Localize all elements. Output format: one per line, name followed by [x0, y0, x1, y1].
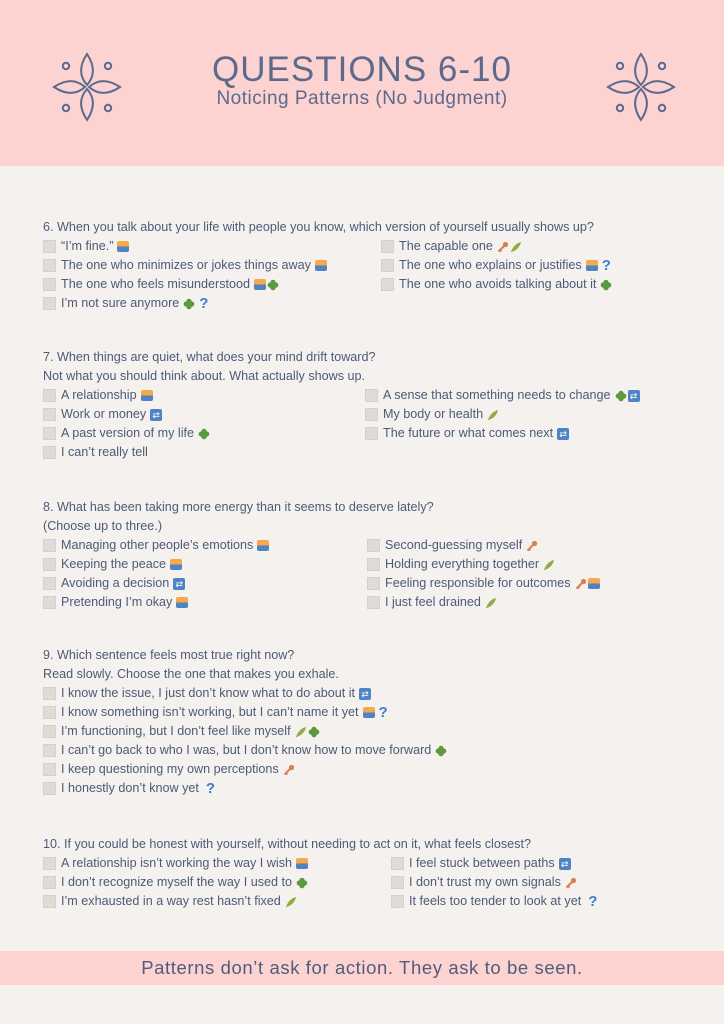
option[interactable] [43, 779, 215, 798]
option-icons [584, 892, 597, 911]
question-7 [43, 348, 703, 462]
checkbox[interactable] [43, 857, 56, 870]
option-icons [284, 896, 297, 908]
question-mark-icon: ? [378, 704, 388, 721]
question-text: 7. When things are quiet, what does your mind drift toward? [43, 350, 376, 364]
footer-banner [0, 951, 724, 985]
clover-icon [198, 428, 210, 440]
question-9 [43, 646, 703, 798]
option-icons [169, 559, 182, 570]
option-icons [197, 428, 210, 440]
clover-icon [308, 726, 320, 738]
checkbox[interactable] [365, 427, 378, 440]
footer-text: Patterns don’t ask for action. They ask to be seen. [141, 957, 583, 978]
options [43, 237, 703, 313]
option-label: It feels too tender to look at yet [409, 894, 582, 908]
option[interactable] [43, 684, 371, 703]
option-label: My body or health [383, 407, 484, 421]
checkbox[interactable] [43, 278, 56, 291]
checkbox[interactable] [43, 297, 56, 310]
question-mark-icon: ? [601, 257, 611, 274]
option-label: A relationship isn’t working the way I wish [61, 856, 292, 870]
sunset-icon [170, 559, 182, 570]
checkbox[interactable] [43, 876, 56, 889]
question-text: 9. Which sentence feels most true right now? [43, 648, 295, 662]
sunset-icon [254, 279, 266, 290]
option-icons [564, 877, 577, 889]
clover-icon [435, 745, 447, 757]
herb-icon [510, 241, 522, 253]
options [43, 854, 703, 911]
checkbox[interactable] [43, 725, 56, 738]
checkbox[interactable] [43, 763, 56, 776]
checkbox[interactable] [43, 782, 56, 795]
option-label: I feel stuck between paths [409, 856, 555, 870]
option[interactable] [43, 722, 320, 741]
checkbox[interactable] [43, 408, 56, 421]
sunset-icon [117, 241, 129, 252]
option-icons [585, 256, 611, 275]
option[interactable] [43, 741, 447, 760]
option-label: The one who explains or justifies [399, 258, 582, 272]
option-label: I’m not sure anymore [61, 296, 180, 310]
option[interactable] [367, 536, 538, 555]
checkbox[interactable] [43, 577, 56, 590]
option-icons [358, 688, 371, 700]
shuffle-icon: ⇄ [150, 409, 162, 421]
option-icons [556, 428, 569, 440]
herb-icon [295, 726, 307, 738]
question-text: 10. If you could be honest with yourself, without needing to act on it, what feels closest? [43, 837, 531, 851]
question-mark-icon: ? [199, 295, 209, 312]
option-label: Feeling responsible for outcomes [385, 576, 571, 590]
option[interactable] [365, 424, 569, 443]
option-icons [253, 279, 279, 291]
option-icons [525, 540, 538, 552]
question-text: 8. What has been taking more energy than it seems to deserve lately? [43, 500, 434, 514]
option-label: I keep questioning my own perceptions [61, 762, 279, 776]
option-icons [202, 779, 215, 798]
option-label: A relationship [61, 388, 137, 402]
option[interactable] [43, 443, 151, 462]
clover-icon [267, 279, 279, 291]
checkbox[interactable] [391, 895, 404, 908]
checkbox[interactable] [43, 558, 56, 571]
herb-icon [543, 559, 555, 571]
clover-icon [615, 390, 627, 402]
clover-icon [183, 298, 195, 310]
option-label: The one who minimizes or jokes things away [61, 258, 311, 272]
option-label: I’m exhausted in a way rest hasn’t fixed [61, 894, 281, 908]
key-icon [565, 877, 577, 889]
shuffle-icon: ⇄ [628, 390, 640, 402]
option-icons [149, 409, 162, 421]
checkbox[interactable] [43, 744, 56, 757]
shuffle-icon: ⇄ [173, 578, 185, 590]
question-subtitle: (Choose up to three.) [43, 519, 163, 533]
option[interactable] [391, 873, 577, 892]
option[interactable] [43, 873, 308, 892]
option[interactable] [43, 536, 269, 555]
option[interactable] [381, 275, 612, 294]
option-label: I can’t go back to who I was, but I don’t know how to move forward [61, 743, 432, 757]
clover-icon [296, 877, 308, 889]
question-subtitle: Not what you should think about. What actually shows up. [43, 369, 366, 383]
option[interactable] [43, 574, 185, 593]
option[interactable] [381, 256, 611, 275]
key-icon [526, 540, 538, 552]
page-title: QUESTIONS 6-10 [212, 50, 512, 89]
option-label: I honestly don’t know yet [61, 781, 199, 795]
sunset-icon [296, 858, 308, 869]
option-label: The one who feels misunderstood [61, 277, 251, 291]
key-icon [575, 578, 587, 590]
option[interactable] [43, 237, 129, 256]
checkbox[interactable] [367, 558, 380, 571]
sunset-icon [257, 540, 269, 551]
option-icons [599, 279, 612, 291]
option-icons [295, 877, 308, 889]
checkbox[interactable] [365, 389, 378, 402]
option[interactable] [365, 386, 640, 405]
option-icons [172, 578, 185, 590]
sunset-icon [176, 597, 188, 608]
checkbox[interactable] [381, 278, 394, 291]
option[interactable] [43, 294, 208, 313]
checkbox[interactable] [365, 408, 378, 421]
option[interactable] [43, 386, 153, 405]
option-icons [182, 294, 208, 313]
option-label: The future or what comes next [383, 426, 554, 440]
option[interactable] [391, 892, 597, 911]
option-label: Managing other people’s emotions [61, 538, 254, 552]
key-icon [497, 241, 509, 253]
clover-icon [600, 279, 612, 291]
option[interactable] [365, 405, 499, 424]
checkbox[interactable] [43, 389, 56, 402]
option-label: I can’t really tell [61, 445, 148, 459]
option-icons [140, 390, 153, 401]
option-label: I don’t recognize myself the way I used to [61, 875, 293, 889]
option-label: The one who avoids talking about it [399, 277, 597, 291]
shuffle-icon: ⇄ [359, 688, 371, 700]
option[interactable] [43, 854, 308, 873]
option-label: Holding everything together [385, 557, 540, 571]
option[interactable] [43, 555, 182, 574]
checkbox[interactable] [391, 876, 404, 889]
option-label: Pretending I’m okay [61, 595, 173, 609]
option-icons [542, 559, 555, 571]
checkbox[interactable] [367, 577, 380, 590]
checkbox[interactable] [43, 259, 56, 272]
option[interactable] [43, 593, 188, 612]
option-label: Avoiding a decision [61, 576, 170, 590]
question-10 [43, 835, 703, 911]
checkbox[interactable] [43, 596, 56, 609]
header-banner [0, 0, 724, 166]
option-icons [362, 703, 388, 722]
floral-ornament-icon [606, 52, 676, 122]
question-8 [43, 498, 703, 612]
checkbox[interactable] [381, 240, 394, 253]
option[interactable] [367, 593, 497, 612]
option-label: I know the issue, I just don’t know what to do about it [61, 686, 356, 700]
option-label: Work or money [61, 407, 147, 421]
option-icons [256, 540, 269, 551]
sunset-icon [363, 707, 375, 718]
checkbox[interactable] [381, 259, 394, 272]
options [43, 386, 703, 462]
option[interactable] [43, 424, 210, 443]
option-icons [116, 241, 129, 252]
option-icons [486, 409, 499, 421]
question-6 [43, 218, 703, 313]
option-icons [614, 390, 640, 402]
checkbox[interactable] [43, 706, 56, 719]
option-icons [484, 597, 497, 609]
option-label: I know something isn’t working, but I can’t name it yet [61, 705, 359, 719]
sunset-icon [141, 390, 153, 401]
option-label: Keeping the peace [61, 557, 167, 571]
option-icons [175, 597, 188, 608]
checkbox[interactable] [43, 446, 56, 459]
checkbox[interactable] [43, 240, 56, 253]
checkbox[interactable] [367, 596, 380, 609]
option[interactable] [43, 703, 388, 722]
option-icons [558, 858, 571, 870]
option[interactable] [43, 275, 279, 294]
checkbox[interactable] [43, 427, 56, 440]
herb-icon [487, 409, 499, 421]
checkbox[interactable] [43, 539, 56, 552]
option[interactable] [391, 854, 571, 873]
options [43, 684, 703, 798]
question-text: 6. When you talk about your life with people you know, which version of yourself usually shows up? [43, 220, 594, 234]
herb-icon [485, 597, 497, 609]
option[interactable] [43, 760, 295, 779]
option-label: A sense that something needs to change [383, 388, 611, 402]
shuffle-icon: ⇄ [559, 858, 571, 870]
option-label: I just feel drained [385, 595, 481, 609]
option-label: The capable one [399, 239, 493, 253]
option[interactable] [43, 405, 162, 424]
option-icons [282, 764, 295, 776]
option-label: A past version of my life [61, 426, 194, 440]
sunset-icon [588, 578, 600, 589]
checkbox[interactable] [43, 895, 56, 908]
option-icons [434, 745, 447, 757]
shuffle-icon: ⇄ [557, 428, 569, 440]
option-label: I don’t trust my own signals [409, 875, 561, 889]
checkbox[interactable] [367, 539, 380, 552]
option[interactable] [367, 555, 555, 574]
options [43, 536, 703, 612]
option-icons [294, 726, 320, 738]
herb-icon [285, 896, 297, 908]
option-icons [314, 260, 327, 271]
checkbox[interactable] [43, 687, 56, 700]
checkbox[interactable] [391, 857, 404, 870]
option-icons [496, 241, 522, 253]
question-mark-icon: ? [588, 893, 598, 910]
option-label: I’m functioning, but I don’t feel like myself [61, 724, 291, 738]
option[interactable] [43, 892, 297, 911]
sunset-icon [315, 260, 327, 271]
option[interactable] [367, 574, 600, 593]
page-subtitle: Noticing Patterns (No Judgment) [216, 88, 508, 109]
option-label: “I’m fine.” [61, 239, 114, 253]
option-icons [574, 578, 600, 590]
option[interactable] [381, 237, 522, 256]
key-icon [283, 764, 295, 776]
option-label: Second-guessing myself [385, 538, 523, 552]
sunset-icon [586, 260, 598, 271]
question-subtitle: Read slowly. Choose the one that makes you exhale. [43, 667, 339, 681]
option[interactable] [43, 256, 327, 275]
option-icons [295, 858, 308, 869]
question-mark-icon: ? [205, 780, 216, 797]
